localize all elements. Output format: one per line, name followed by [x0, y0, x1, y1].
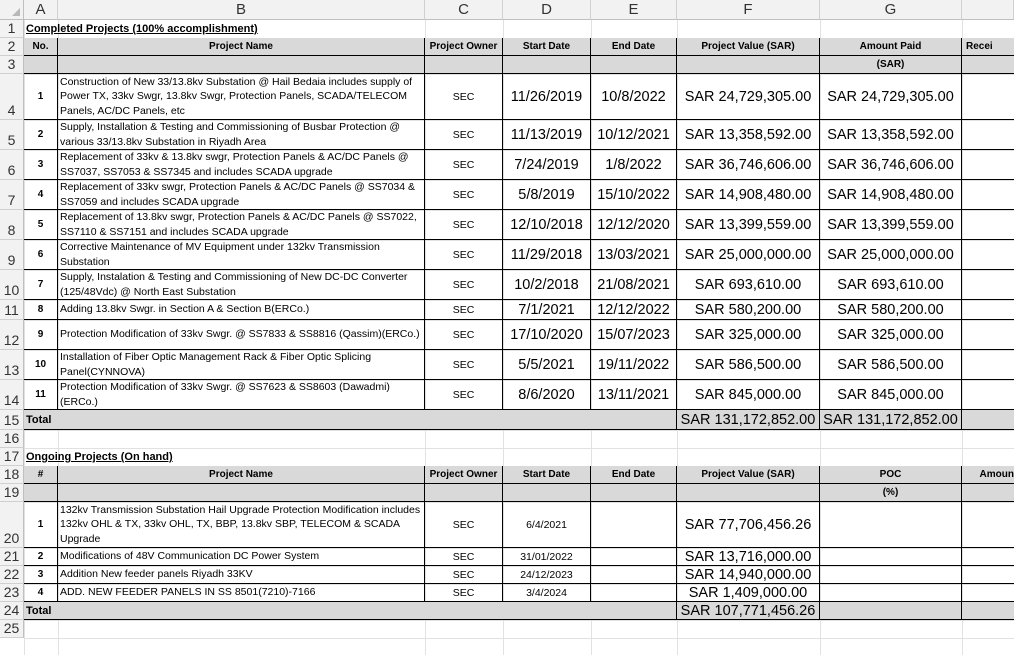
column-header-h[interactable] — [962, 0, 1014, 20]
header-amount: Amoun — [962, 466, 1014, 484]
poc-cell[interactable] — [820, 566, 962, 584]
received-cell[interactable] — [962, 300, 1014, 320]
row-header-1[interactable]: 1 — [0, 20, 24, 38]
row-header-9[interactable]: 9 — [0, 240, 24, 270]
end-date: 21/08/2021 — [591, 270, 677, 300]
amount-paid: SAR 845,000.00 — [820, 380, 962, 410]
amount-paid: SAR 586,500.00 — [820, 350, 962, 380]
row-header-25[interactable]: 25 — [0, 620, 24, 638]
end-date: 10/12/2021 — [591, 120, 677, 150]
project-name: Addition New feeder panels Riyadh 33KV — [58, 566, 425, 584]
completed-total-received — [962, 410, 1014, 430]
gridline — [24, 620, 1014, 621]
start-date: 24/12/2023 — [503, 566, 591, 584]
project-number: 4 — [24, 180, 58, 210]
project-number: 1 — [24, 74, 58, 120]
header-poc: POC — [820, 466, 962, 484]
header-project-owner: Project Owner — [425, 38, 503, 56]
project-value: SAR 325,000.00 — [677, 320, 820, 350]
header-project-name: Project Name — [58, 466, 425, 484]
header-amount-paid: Amount Paid — [820, 38, 962, 56]
project-number: 11 — [24, 380, 58, 410]
poc-cell[interactable] — [820, 584, 962, 602]
amount-paid: SAR 580,200.00 — [820, 300, 962, 320]
received-cell[interactable] — [962, 350, 1014, 380]
project-value: SAR 77,706,456.26 — [677, 502, 820, 548]
project-owner: SEC — [425, 300, 503, 320]
start-date: 5/5/2021 — [503, 350, 591, 380]
amount-paid: SAR 325,000.00 — [820, 320, 962, 350]
amount-paid: SAR 25,000,000.00 — [820, 240, 962, 270]
row-header-16[interactable]: 16 — [0, 430, 24, 448]
project-name: Protection Modification of 33kv Swgr. @ SS7623 & SS8603 (Dawadmi)(ERCo.) — [58, 380, 425, 410]
header-project-value: Project Value (SAR) — [677, 38, 820, 56]
header-project-value: Project Value (SAR) — [677, 466, 820, 484]
row-header-19[interactable]: 19 — [0, 484, 24, 502]
start-date: 11/29/2018 — [503, 240, 591, 270]
project-number: 1 — [24, 502, 58, 548]
end-date: 15/10/2022 — [591, 180, 677, 210]
start-date: 11/26/2019 — [503, 74, 591, 120]
row-header-21[interactable]: 21 — [0, 548, 24, 566]
received-cell[interactable] — [962, 180, 1014, 210]
header-subrow — [591, 484, 677, 502]
amount-cell[interactable] — [962, 566, 1014, 584]
header-end-date: End Date — [591, 466, 677, 484]
amount-cell[interactable] — [962, 548, 1014, 566]
column-header-d[interactable]: D — [503, 0, 591, 20]
header-subrow — [962, 484, 1014, 502]
amount-paid: SAR 13,358,592.00 — [820, 120, 962, 150]
ongoing-total-label: Total — [24, 602, 677, 620]
project-name: Adding 13.8kv Swgr. in Section A & Section B(ERCo.) — [58, 300, 425, 320]
start-date: 8/6/2020 — [503, 380, 591, 410]
row-header-12[interactable]: 12 — [0, 320, 24, 350]
amount-paid: SAR 36,746,606.00 — [820, 150, 962, 180]
project-name: Construction of New 33/13.8kv Substation @ Hail Bedaia includes supply of Power TX, 33kv Swgr, 13.8kv Swgr, Protection Panels, SCADA/TELECOM Panels, AC/DC Panels, etc — [58, 74, 425, 120]
end-date: 19/11/2022 — [591, 350, 677, 380]
amount-paid: SAR 13,399,559.00 — [820, 210, 962, 240]
header-subrow — [24, 56, 58, 74]
start-date: 5/8/2019 — [503, 180, 591, 210]
header-end-date: End Date — [591, 38, 677, 56]
end-date — [591, 584, 677, 602]
start-date: 12/10/2018 — [503, 210, 591, 240]
column-header-e[interactable]: E — [591, 0, 677, 20]
end-date — [591, 566, 677, 584]
project-number: 7 — [24, 270, 58, 300]
project-name: Corrective Maintenance of MV Equipment under 132kv Transmission Substation — [58, 240, 425, 270]
column-header-f[interactable]: F — [677, 0, 820, 20]
project-name: Supply, Instalation & Testing and Commissioning of New DC-DC Converter (125/48Vdc) @ North East Substation — [58, 270, 425, 300]
received-cell[interactable] — [962, 320, 1014, 350]
row-header-5[interactable]: 5 — [0, 120, 24, 150]
end-date: 13/11/2021 — [591, 380, 677, 410]
header-poc-unit: (%) — [820, 484, 962, 502]
project-owner: SEC — [425, 270, 503, 300]
project-value: SAR 693,610.00 — [677, 270, 820, 300]
start-date: 6/4/2021 — [503, 502, 591, 548]
received-cell[interactable] — [962, 270, 1014, 300]
end-date: 12/12/2022 — [591, 300, 677, 320]
ongoing-total-poc — [820, 602, 962, 620]
start-date: 31/01/2022 — [503, 548, 591, 566]
project-value: SAR 1,409,000.00 — [677, 584, 820, 602]
header-subrow — [24, 484, 58, 502]
project-name: Replacement of 13.8kv swgr, Protection Panels & AC/DC Panels @ SS7022, SS7110 & SS7151 and includes SCADA upgrade — [58, 210, 425, 240]
project-value: SAR 36,746,606.00 — [677, 150, 820, 180]
project-name: Protection Modification of 33kv Swgr. @ SS7833 & SS8816 (Qassim)(ERCo.) — [58, 320, 425, 350]
column-header-c[interactable]: C — [425, 0, 503, 20]
project-name: Installation of Fiber Optic Management Rack & Fiber Optic Splicing Panel(CYNNOVA) — [58, 350, 425, 380]
select-all-corner[interactable] — [0, 0, 24, 20]
completed-total-paid: SAR 131,172,852.00 — [820, 410, 962, 430]
end-date — [591, 548, 677, 566]
project-number: 9 — [24, 320, 58, 350]
amount-paid: SAR 24,729,305.00 — [820, 74, 962, 120]
project-owner: SEC — [425, 566, 503, 584]
row-header-7[interactable]: 7 — [0, 180, 24, 210]
ongoing-section-title: Ongoing Projects (On hand) — [26, 451, 173, 463]
start-date: 17/10/2020 — [503, 320, 591, 350]
project-number: 5 — [24, 210, 58, 240]
header-received: Recei — [962, 38, 1014, 56]
header-subrow — [962, 56, 1014, 74]
end-date: 1/8/2022 — [591, 150, 677, 180]
completed-total-value: SAR 131,172,852.00 — [677, 410, 820, 430]
header-subrow — [58, 484, 425, 502]
header-hash: # — [24, 466, 58, 484]
project-owner: SEC — [425, 210, 503, 240]
project-name: Supply, Installation & Testing and Commissioning of Busbar Protection @ various 33/13.8kv Substation in Riyadh Area — [58, 120, 425, 150]
project-value: SAR 14,908,480.00 — [677, 180, 820, 210]
end-date: 12/12/2020 — [591, 210, 677, 240]
project-number: 2 — [24, 548, 58, 566]
column-header-a[interactable]: A — [24, 0, 58, 20]
project-value: SAR 25,000,000.00 — [677, 240, 820, 270]
row-header-22[interactable]: 22 — [0, 566, 24, 584]
received-cell[interactable] — [962, 240, 1014, 270]
project-number: 10 — [24, 350, 58, 380]
completed-total-label: Total — [24, 410, 677, 430]
project-number: 4 — [24, 584, 58, 602]
end-date — [591, 502, 677, 548]
row-header-18[interactable]: 18 — [0, 466, 24, 484]
project-owner: SEC — [425, 548, 503, 566]
project-number: 2 — [24, 120, 58, 150]
header-start-date: Start Date — [503, 38, 591, 56]
start-date: 7/1/2021 — [503, 300, 591, 320]
project-number: 3 — [24, 150, 58, 180]
header-subrow — [591, 56, 677, 74]
start-date: 3/4/2024 — [503, 584, 591, 602]
project-name: ADD. NEW FEEDER PANELS IN SS 8501(7210)-7166 — [58, 584, 425, 602]
project-name: Replacement of 33kv & 13.8kv swgr, Protection Panels & AC/DC Panels @ SS7037, SS7053 & SS7345 and includes SCADA upgrade — [58, 150, 425, 180]
header-subrow — [503, 56, 591, 74]
project-value: SAR 14,940,000.00 — [677, 566, 820, 584]
project-name: Replacement of 33kv swgr, Protection Panels & AC/DC Panels @ SS7034 & SS7059 and includes SCADA upgrade — [58, 180, 425, 210]
project-value: SAR 24,729,305.00 — [677, 74, 820, 120]
project-number: 8 — [24, 300, 58, 320]
received-cell[interactable] — [962, 74, 1014, 120]
start-date: 7/24/2019 — [503, 150, 591, 180]
project-name: Modifications of 48V Communication DC Power System — [58, 548, 425, 566]
end-date: 13/03/2021 — [591, 240, 677, 270]
row-header-4[interactable]: 4 — [0, 74, 24, 120]
header-paid-unit: (SAR) — [820, 56, 962, 74]
project-owner: SEC — [425, 180, 503, 210]
header-no: No. — [24, 38, 58, 56]
row-header-20[interactable]: 20 — [0, 502, 24, 548]
header-subrow — [425, 56, 503, 74]
row-header-3[interactable]: 3 — [0, 56, 24, 74]
project-value: SAR 580,200.00 — [677, 300, 820, 320]
row-header-15[interactable]: 15 — [0, 410, 24, 430]
row-header-24[interactable]: 24 — [0, 602, 24, 620]
row-header-8[interactable]: 8 — [0, 210, 24, 240]
column-header-b[interactable]: B — [58, 0, 425, 20]
poc-cell[interactable] — [820, 502, 962, 548]
amount-cell[interactable] — [962, 502, 1014, 548]
project-owner: SEC — [425, 380, 503, 410]
gridline — [24, 430, 1014, 431]
row-header-14[interactable]: 14 — [0, 380, 24, 410]
gridline — [24, 638, 1014, 639]
project-number: 3 — [24, 566, 58, 584]
row-header-6[interactable]: 6 — [0, 150, 24, 180]
header-start-date: Start Date — [503, 466, 591, 484]
ongoing-total-value: SAR 107,771,456.26 — [677, 602, 820, 620]
header-subrow — [58, 56, 425, 74]
project-number: 6 — [24, 240, 58, 270]
row-header-13[interactable]: 13 — [0, 350, 24, 380]
header-subrow — [425, 484, 503, 502]
amount-cell[interactable] — [962, 584, 1014, 602]
project-owner: SEC — [425, 320, 503, 350]
project-value: SAR 586,500.00 — [677, 350, 820, 380]
amount-paid: SAR 693,610.00 — [820, 270, 962, 300]
project-name: 132kv Transmission Substation Hail Upgrade Protection Modification includes 132kv OHL & TX, 33kv OHL, TX, BBP, 13.8kv SBP, TELECOM & SCADA Upgrade — [58, 502, 425, 548]
start-date: 10/2/2018 — [503, 270, 591, 300]
received-cell[interactable] — [962, 150, 1014, 180]
project-value: SAR 13,399,559.00 — [677, 210, 820, 240]
project-owner: SEC — [425, 74, 503, 120]
header-subrow — [677, 56, 820, 74]
project-owner: SEC — [425, 240, 503, 270]
received-cell[interactable] — [962, 210, 1014, 240]
header-project-owner: Project Owner — [425, 466, 503, 484]
project-owner: SEC — [425, 150, 503, 180]
row-header-23[interactable]: 23 — [0, 584, 24, 602]
project-owner: SEC — [425, 120, 503, 150]
header-project-name: Project Name — [58, 38, 425, 56]
project-value: SAR 845,000.00 — [677, 380, 820, 410]
row-header-11[interactable]: 11 — [0, 300, 24, 320]
row-header-10[interactable]: 10 — [0, 270, 24, 300]
row-header-17[interactable]: 17 — [0, 448, 24, 466]
received-cell[interactable] — [962, 120, 1014, 150]
project-owner: SEC — [425, 502, 503, 548]
received-cell[interactable] — [962, 380, 1014, 410]
poc-cell[interactable] — [820, 548, 962, 566]
project-owner: SEC — [425, 350, 503, 380]
row-header-2[interactable]: 2 — [0, 38, 24, 56]
start-date: 11/13/2019 — [503, 120, 591, 150]
project-value: SAR 13,358,592.00 — [677, 120, 820, 150]
ongoing-total-amount — [962, 602, 1014, 620]
completed-section-title: Completed Projects (100% accomplishment) — [26, 23, 258, 35]
header-subrow — [677, 484, 820, 502]
end-date: 10/8/2022 — [591, 74, 677, 120]
project-owner: SEC — [425, 584, 503, 602]
amount-paid: SAR 14,908,480.00 — [820, 180, 962, 210]
column-header-g[interactable]: G — [820, 0, 962, 20]
header-subrow — [503, 484, 591, 502]
end-date: 15/07/2023 — [591, 320, 677, 350]
project-value: SAR 13,716,000.00 — [677, 548, 820, 566]
